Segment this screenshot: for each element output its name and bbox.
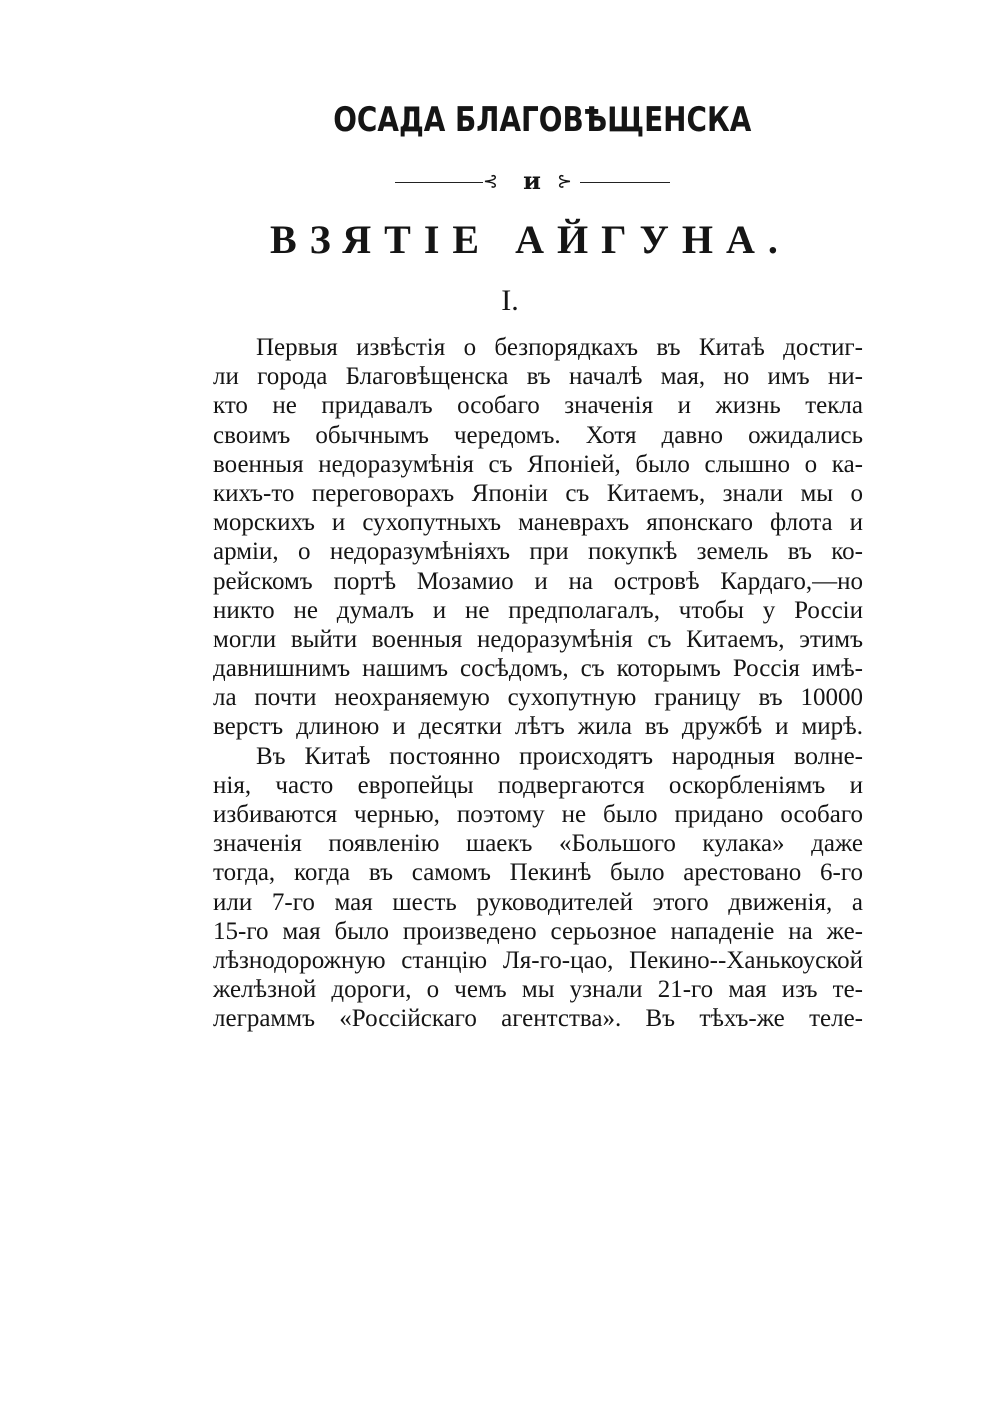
text-line: Первыя извѣстія о безпорядкахъ въ Китаѣ достиг-: [256, 334, 863, 361]
text-line: никто не думалъ и не предполагалъ, чтобы у Россіи: [213, 596, 863, 624]
subtitle: ВЗЯТІЕ АЙГУНА.: [270, 217, 791, 262]
divider-rule-left: [395, 182, 483, 183]
text-line: военныя недоразумѣнія съ Японіей, было слышно о ка-: [213, 450, 863, 478]
main-title: ОСАДА БЛАГОВѢЩЕНСКА: [333, 100, 752, 140]
text-line: избиваются чернью, поэтому не было придано особаго: [213, 801, 863, 828]
text-line: 15-го мая было произведено серьозное нападеніе на же-: [213, 917, 863, 945]
text-line: рейскомъ портѣ Мозамио и на островѣ Кардаго,—но: [213, 567, 863, 595]
text-line: значенія появленію шаекъ «Большого кулака» даже: [213, 830, 863, 858]
text-line: кто не придавалъ особаго значенія и жизнь текла: [213, 392, 863, 420]
text-line: Въ Китаѣ постоянно происходятъ народныя волне-: [256, 742, 863, 770]
body-text: [213, 333, 863, 1034]
text-line: давнишнимъ нашимъ сосѣдомъ, съ которымъ Россія имѣ-: [213, 655, 863, 683]
text-line: могли выйти военныя недоразумѣнія съ Китаемъ, этимъ: [213, 625, 863, 653]
text-line: своимъ обычнымъ чередомъ. Хотя давно ожидались: [213, 421, 863, 449]
text-line: морскихъ и сухопутныхъ маневрахъ японскаго флота и: [213, 509, 863, 537]
divider-rule-right: [580, 182, 670, 183]
text-line: лѣзнодорожную станцію Ля-го-цао, Пекино--Ханькоуской: [213, 946, 863, 974]
text-line: ла почти неохраняемую сухопутную границу въ 10000: [213, 684, 863, 712]
text-line: ли города Благовѣщенска въ началѣ мая, но имъ ни-: [213, 363, 863, 391]
text-line: желѣзной дороги, о чемъ мы узнали 21-го мая изъ те-: [213, 976, 863, 1004]
ornament-left-icon: ⊰: [483, 171, 499, 192]
text-line: верстъ длиною и десятки лѣтъ жила въ дружбѣ и мирѣ.: [213, 713, 863, 741]
text-line: нія, часто европейцы подвергаются оскорбленіямъ и: [213, 771, 863, 799]
ornament-right-icon: ⊱: [557, 171, 573, 192]
text-line: или 7-го мая шесть руководителей этого движенія, а: [213, 888, 863, 916]
text-line: кихъ-то переговорахъ Японіи съ Китаемъ, знали мы о: [213, 479, 863, 507]
text-line: тогда, когда въ самомъ Пекинѣ было арестовано 6-го: [213, 859, 863, 887]
text-line: арміи, о недоразумѣніяхъ при покупкѣ земель въ ко-: [213, 538, 863, 566]
text-line: леграммъ «Россійскаго агентства». Въ тѣхъ-же теле-: [213, 1005, 863, 1033]
chapter-number: I.: [501, 284, 519, 317]
title-divider: [395, 166, 670, 195]
title-conjunction: и: [523, 166, 541, 195]
